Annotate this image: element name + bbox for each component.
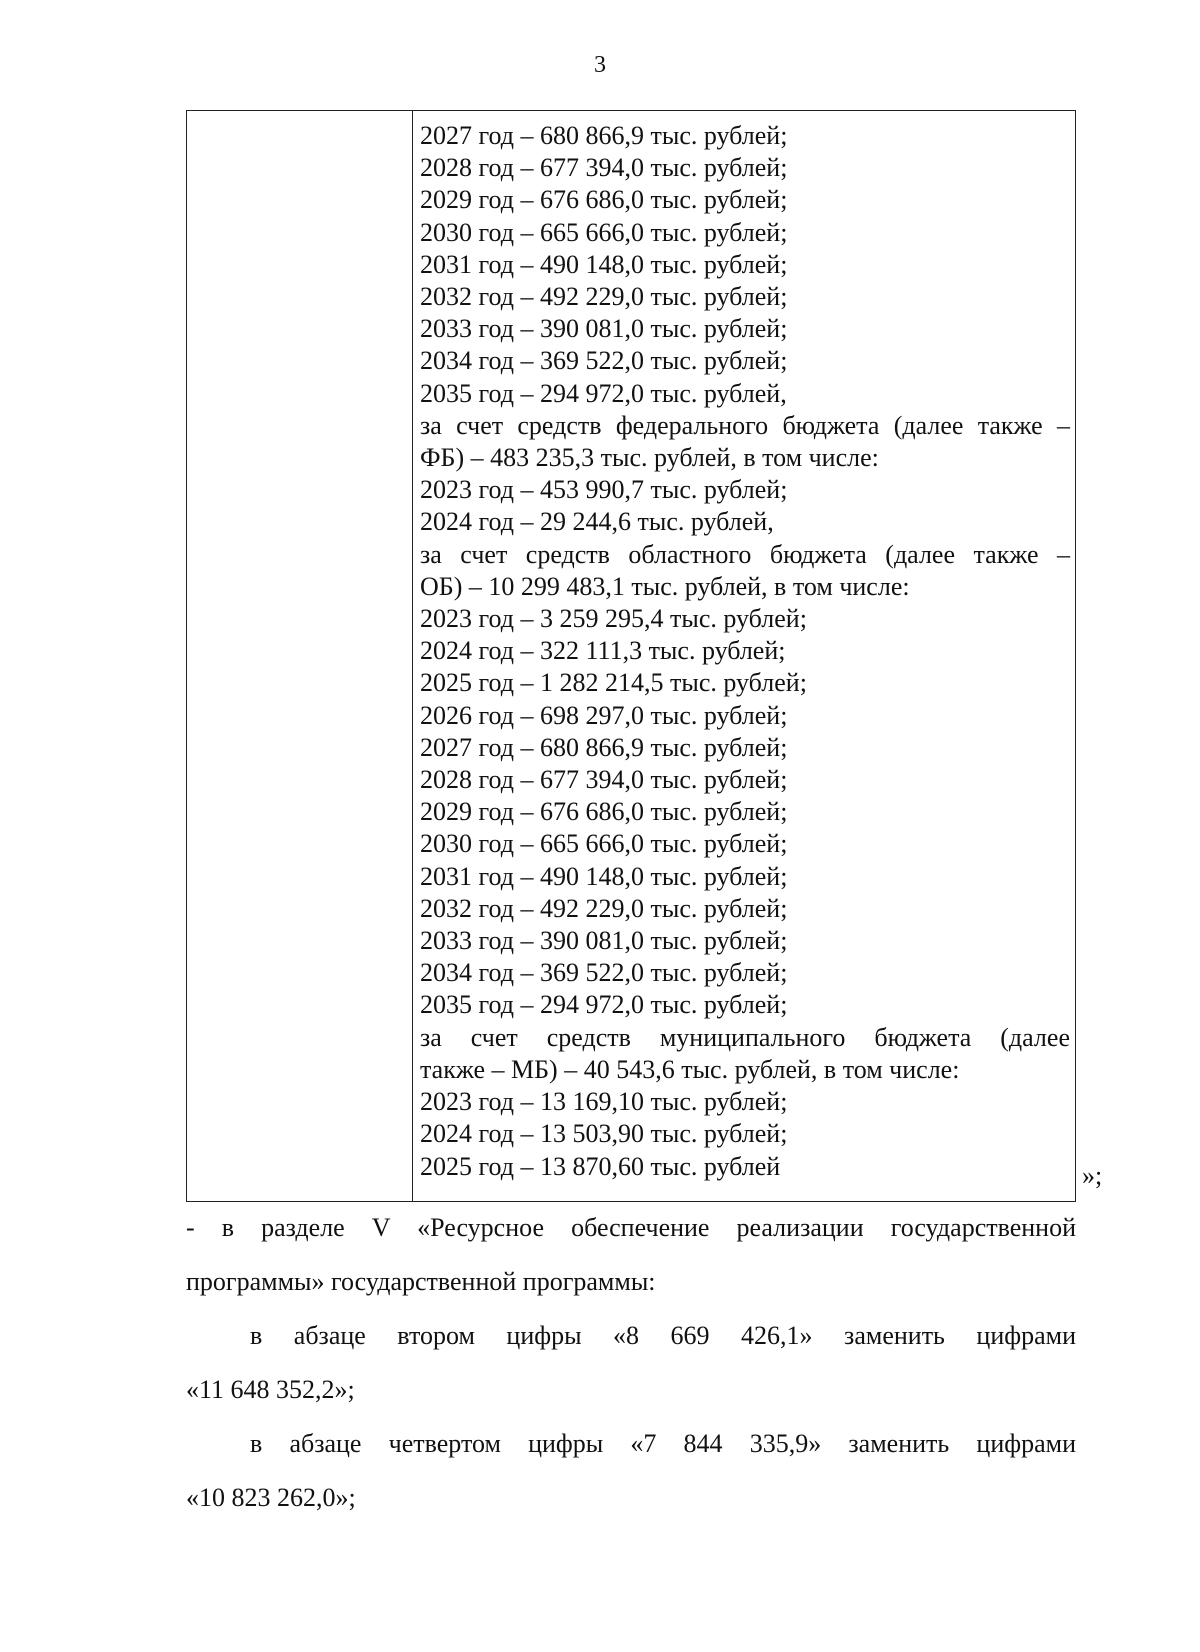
- cell-line: 2023 год – 3 259 295,4 тыс. рублей;: [420, 604, 807, 634]
- cell-line: 2027 год – 680 866,9 тыс. рублей;: [420, 732, 788, 762]
- cell-line: 2029 год – 676 686,0 тыс. рублей;: [420, 185, 788, 215]
- cell-line: 2023 год – 13 169,10 тыс. рублей;: [420, 1087, 788, 1117]
- cell-line: 2032 год – 492 229,0 тыс. рублей;: [420, 893, 788, 923]
- cell-line: 2028 год – 677 394,0 тыс. рублей;: [420, 153, 788, 183]
- cell-line: ОБ) – 10 299 483,1 тыс. рублей, в том числе:: [420, 571, 910, 601]
- body-paragraph: в абзаце втором цифры «8 669 426,1» заменить цифрами: [250, 1321, 1076, 1350]
- cell-line: также – МБ) – 40 543,6 тыс. рублей, в том числе:: [420, 1054, 960, 1084]
- cell-line: 2034 год – 369 522,0 тыс. рублей;: [420, 346, 788, 376]
- cell-line: 2025 год – 1 282 214,5 тыс. рублей;: [420, 668, 807, 698]
- cell-line: 2029 год – 676 686,0 тыс. рублей;: [420, 797, 788, 827]
- body-paragraph: «11 648 352,2»;: [186, 1375, 355, 1404]
- cell-line: 2035 год – 294 972,0 тыс. рублей;: [420, 990, 788, 1020]
- cell-line: за счет средств муниципального бюджета (далее: [420, 1022, 1070, 1052]
- body-paragraph: «10 823 262,0»;: [186, 1483, 356, 1512]
- page-number: 3: [594, 52, 606, 78]
- cell-line: за счет средств федерального бюджета (далее также –: [420, 410, 1070, 440]
- cell-line: 2023 год – 453 990,7 тыс. рублей;: [420, 475, 788, 505]
- cell-line: 2034 год – 369 522,0 тыс. рублей;: [420, 958, 788, 988]
- cell-line: 2028 год – 677 394,0 тыс. рублей;: [420, 765, 788, 795]
- body-paragraph: в абзаце четвертом цифры «7 844 335,9» заменить цифрами: [250, 1429, 1076, 1458]
- cell-line: 2024 год – 13 503,90 тыс. рублей;: [420, 1119, 788, 1149]
- cell-line: 2033 год – 390 081,0 тыс. рублей;: [420, 314, 788, 344]
- cell-line: за счет средств областного бюджета (далее также –: [420, 539, 1070, 569]
- body-paragraph: программы» государственной программы:: [186, 1267, 656, 1296]
- closing-quote: »;: [1082, 1161, 1103, 1190]
- table-right-cell: [420, 120, 1070, 1183]
- body-paragraph: - в разделе V «Ресурсное обеспечение реализации государственной: [186, 1213, 1076, 1242]
- cell-line: 2030 год – 665 666,0 тыс. рублей;: [420, 217, 788, 247]
- cell-line: 2035 год – 294 972,0 тыс. рублей,: [420, 378, 787, 408]
- cell-line: ФБ) – 483 235,3 тыс. рублей, в том числе:: [420, 443, 879, 473]
- cell-line: 2027 год – 680 866,9 тыс. рублей;: [420, 121, 788, 150]
- cell-line: 2024 год – 322 111,3 тыс. рублей;: [420, 636, 786, 666]
- cell-line: 2024 год – 29 244,6 тыс. рублей,: [420, 507, 774, 537]
- cell-line: 2025 год – 13 870,60 тыс. рублей: [420, 1151, 781, 1181]
- cell-line: 2031 год – 490 148,0 тыс. рублей;: [420, 249, 788, 279]
- cell-line: 2030 год – 665 666,0 тыс. рублей;: [420, 829, 788, 859]
- table-column-divider: [412, 110, 413, 1202]
- cell-line: 2033 год – 390 081,0 тыс. рублей;: [420, 926, 788, 956]
- cell-line: 2026 год – 698 297,0 тыс. рублей;: [420, 700, 788, 730]
- cell-line: 2032 год – 492 229,0 тыс. рублей;: [420, 282, 788, 312]
- cell-line: 2031 год – 490 148,0 тыс. рублей;: [420, 861, 788, 891]
